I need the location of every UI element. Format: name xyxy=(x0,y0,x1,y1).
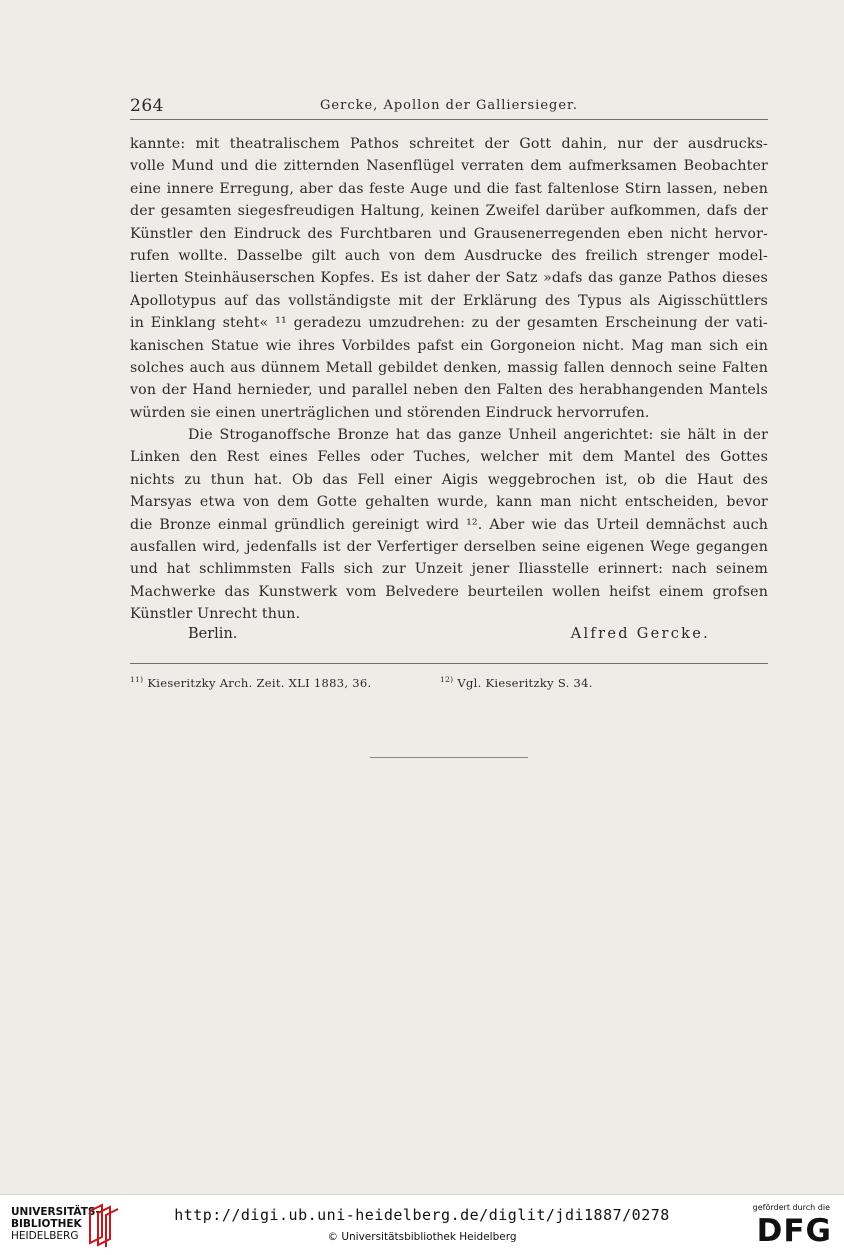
text-line: Marsyas etwa von dem Gotte gehalten wurde, kann man nicht entscheiden, bevor xyxy=(130,494,768,511)
library-name-line: BIBLIOTHEK xyxy=(11,1218,82,1230)
text-line: kannte: mit theatralischem Pathos schreitet der Gott dahin, nur der ausdrucks- xyxy=(130,136,768,152)
footnote-mark: 12) xyxy=(440,675,454,684)
page-number: 264 xyxy=(130,96,164,116)
text-line: Die Stroganoffsche Bronze hat das ganze Unheil angerichtet: sie hält in der xyxy=(188,427,768,444)
text-line: kanischen Statue wie ihres Vorbildes pafst ein Gorgoneion nicht. Mag man sich ein xyxy=(130,337,768,354)
text-line: würden sie einen unerträglichen und störenden Eindruck hervorrufen. xyxy=(130,404,650,421)
library-name-line: HEIDELBERG xyxy=(11,1230,79,1242)
body-text xyxy=(130,133,768,626)
text-line: Künstler den Eindruck des Furchtbaren und Grausenerregenden eben nicht hervor- xyxy=(130,225,768,242)
text-line: lierten Steinhäuserschen Kopfes. Es ist daher der Satz »dafs das ganze Pathos dieses xyxy=(130,270,768,287)
copyright-notice: © Universitätsbibliothek Heidelberg xyxy=(327,1231,517,1243)
text-line: und hat schlimmsten Falls sich zur Unzeit jener Iliasstelle erinnert: nach seinem xyxy=(130,561,768,578)
page-header xyxy=(130,96,768,118)
text-line: ausfallen wird, jedenfalls ist der Verfertiger derselben seine eigenen Wege gegangen xyxy=(130,539,768,556)
library-name-line: UNIVERSITÄTS- xyxy=(11,1206,100,1218)
text-line: die Bronze einmal gründlich gereinigt wird ¹². Aber wie das Urteil demnächst auch xyxy=(130,516,768,533)
text-line: Künstler Unrecht thun. xyxy=(130,606,301,623)
footnote-rule xyxy=(130,663,768,664)
permalink-url[interactable]: http://digi.ub.uni-heidelberg.de/diglit/jdi1887/0278 xyxy=(174,1206,670,1224)
text-line: solches auch aus dünnem Metall gebildet denken, massig fallen dennoch seine Falten xyxy=(130,359,768,376)
running-title: Gercke, Apollon der Galliersieger. xyxy=(320,98,578,113)
header-rule xyxy=(130,119,768,120)
text-line: Linken den Rest eines Felles oder Tuches, welcher mit dem Mantel des Gottes xyxy=(130,449,768,466)
text-line: von der Hand hernieder, und parallel neben den Falten des herabhangenden Mantels xyxy=(130,382,768,399)
text-line: Apollotypus auf das vollständigste mit der Erklärung des Typus als Aigisschüttlers xyxy=(130,292,768,309)
footer-bar xyxy=(0,1194,844,1255)
footnotes xyxy=(130,675,768,695)
dfg-logo[interactable]: DFG xyxy=(756,1213,832,1249)
text-line: nichts zu thun hat. Ob das Fell einer Aigis weggebrochen ist, ob die Haut des xyxy=(130,471,768,488)
text-line: Machwerke das Kunstwerk vom Belvedere beurteilen wollen heifst einem grofsen xyxy=(130,583,768,600)
signature xyxy=(130,626,710,648)
text-line: rufen wollte. Dasselbe gilt auch von dem Ausdrucke des freilich strenger model- xyxy=(130,247,768,264)
signature-author: Alfred Gercke. xyxy=(570,626,710,642)
footnote-text: Vgl. Kieseritzky S. 34. xyxy=(457,676,593,690)
footnote-text: Kieseritzky Arch. Zeit. XLI 1883, 36. xyxy=(147,676,372,690)
end-rule xyxy=(370,757,528,758)
text-line: volle Mund und die zitternden Nasenflügel verraten dem aufmerksamen Beobachter xyxy=(130,158,768,175)
footnote-mark: 11) xyxy=(130,675,144,684)
text-line: eine innere Erregung, aber das feste Auge und die fast faltenlose Stirn lassen, neben xyxy=(130,180,768,197)
footnote-12 xyxy=(440,675,593,690)
text-line: in Einklang steht« ¹¹ geradezu umzudrehen: zu der gesamten Erscheinung der vati- xyxy=(130,315,768,332)
signature-place: Berlin. xyxy=(188,626,238,642)
footnote-11 xyxy=(130,675,371,690)
dfg-caption: gefördert durch die xyxy=(752,1203,830,1212)
text-line: der gesamten siegesfreudigen Haltung, keinen Zweifel darüber aufkommen, dafs der xyxy=(130,203,768,220)
